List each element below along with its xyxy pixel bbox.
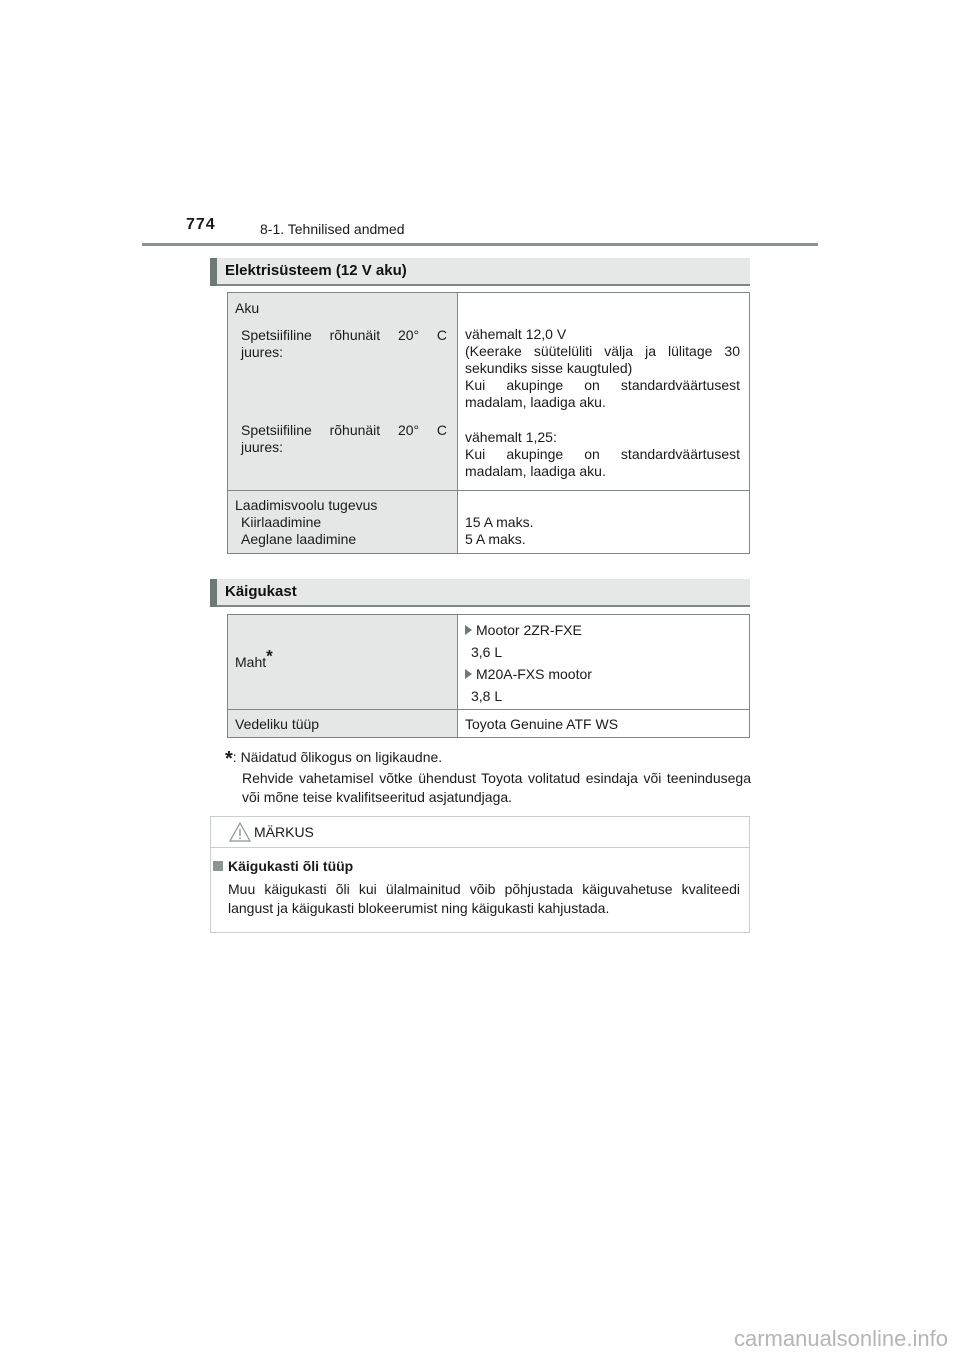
- section-header-transmission: [210, 579, 750, 607]
- table-cell-label: [228, 293, 458, 491]
- footnote: [225, 748, 751, 807]
- notice-body: Muu käigukasti õli kui ülalmainitud võib põhjustada käiguvahetuse kvaliteedi langust ja käigukasti blokeerumist ning käigukasti kahjustada.: [228, 881, 740, 916]
- section-header-electrical: [210, 258, 750, 286]
- quick-charge-value: 15 A maks.: [465, 514, 534, 530]
- gravity-value: vähemalt 1,25:: [465, 429, 557, 445]
- table-cell-value: [458, 615, 750, 710]
- charge-label: Laadimisvoolu tugevus: [235, 497, 378, 513]
- table-row: [228, 710, 750, 738]
- footnote-marker: *: [266, 646, 273, 666]
- table-cell-value: [458, 710, 750, 738]
- table-cell-label: [228, 615, 458, 710]
- section-title: Elektrisüsteem (12 V aku): [225, 262, 407, 279]
- warning-triangle-icon: [229, 822, 251, 842]
- table-cell-value: [458, 491, 750, 554]
- page-number: 774: [186, 216, 216, 233]
- section-marker: [210, 579, 217, 607]
- engine-2-name: M20A-FXS mootor: [476, 666, 592, 682]
- voltage-value: vähemalt 12,0 V: [465, 326, 567, 342]
- footnote-line-1: [225, 748, 751, 769]
- watermark: carmanualsonline.info: [733, 1326, 948, 1351]
- header-divider: [142, 243, 818, 246]
- voltage-label-text: Spetsiifiline rõhunäit 20° C juures:: [241, 327, 447, 360]
- arrow-right-icon: [465, 669, 472, 679]
- voltage-note: (Keerake süütelüliti välja ja lülitage 30 sekundiks sisse kaugtuled): [465, 343, 740, 376]
- transmission-spec-table: [227, 614, 750, 738]
- slow-charge-value: 5 A maks.: [465, 531, 526, 547]
- notice-box: [210, 816, 750, 933]
- quick-charge-label: Kiirlaadimine: [241, 514, 322, 530]
- footnote-star: *: [225, 748, 233, 770]
- gravity-note: Kui akupinge on standardväärtusest madalam, laadiga aku.: [465, 446, 740, 479]
- table-row: [228, 615, 750, 710]
- notice-header: [211, 817, 749, 848]
- engine-1-name: Mootor 2ZR-FXE: [476, 622, 582, 638]
- table-cell-label: [228, 710, 458, 738]
- voltage-value-block: [458, 293, 749, 411]
- engine-2: [458, 663, 749, 685]
- engine-1-capacity: 3,6 L: [471, 644, 503, 660]
- gravity-label-text: Spetsiifiline rõhunäit 20° C juures:: [241, 422, 447, 455]
- electrical-spec-table: [227, 292, 750, 554]
- square-bullet-icon: [213, 861, 223, 871]
- capacity-label: [228, 646, 457, 673]
- arrow-right-icon: [465, 625, 472, 635]
- voltage-label: [228, 317, 457, 412]
- voltage-note-2: Kui akupinge on standardväärtusest madalam, laadiga aku.: [465, 377, 740, 410]
- slow-charge-label: Aeglane laadimine: [241, 531, 357, 547]
- battery-label: Aku: [235, 300, 260, 316]
- engine-2-capacity: 3,8 L: [471, 688, 503, 704]
- notice-subtitle: Käigukasti õli tüüp: [228, 858, 354, 874]
- footnote-line-2: Rehvide vahetamisel võtke ühendust Toyota volitatud esindaja või teenindusega või mõne teise kvalifitseeritud asjatundjaga.: [242, 770, 751, 805]
- section-title: Käigukast: [225, 583, 297, 600]
- capacity-label-text: Maht: [235, 654, 267, 670]
- fluid-type-value: Toyota Genuine ATF WS: [465, 715, 619, 732]
- section-marker: [210, 258, 217, 286]
- gravity-value-block: [458, 411, 749, 480]
- table-row: [228, 293, 750, 491]
- chapter-title: 8-1. Tehnilised andmed: [260, 221, 405, 237]
- table-cell-label: [228, 491, 458, 554]
- table-cell-value: [458, 293, 750, 491]
- notice-title: MÄRKUS: [254, 824, 314, 840]
- fluid-type-label: Vedeliku tüüp: [235, 715, 320, 732]
- engine-1: [458, 615, 749, 641]
- footnote-text: : Näidatud õlikogus on ligikaudne.: [232, 749, 443, 765]
- gravity-label: [228, 412, 457, 456]
- table-row: [228, 491, 750, 554]
